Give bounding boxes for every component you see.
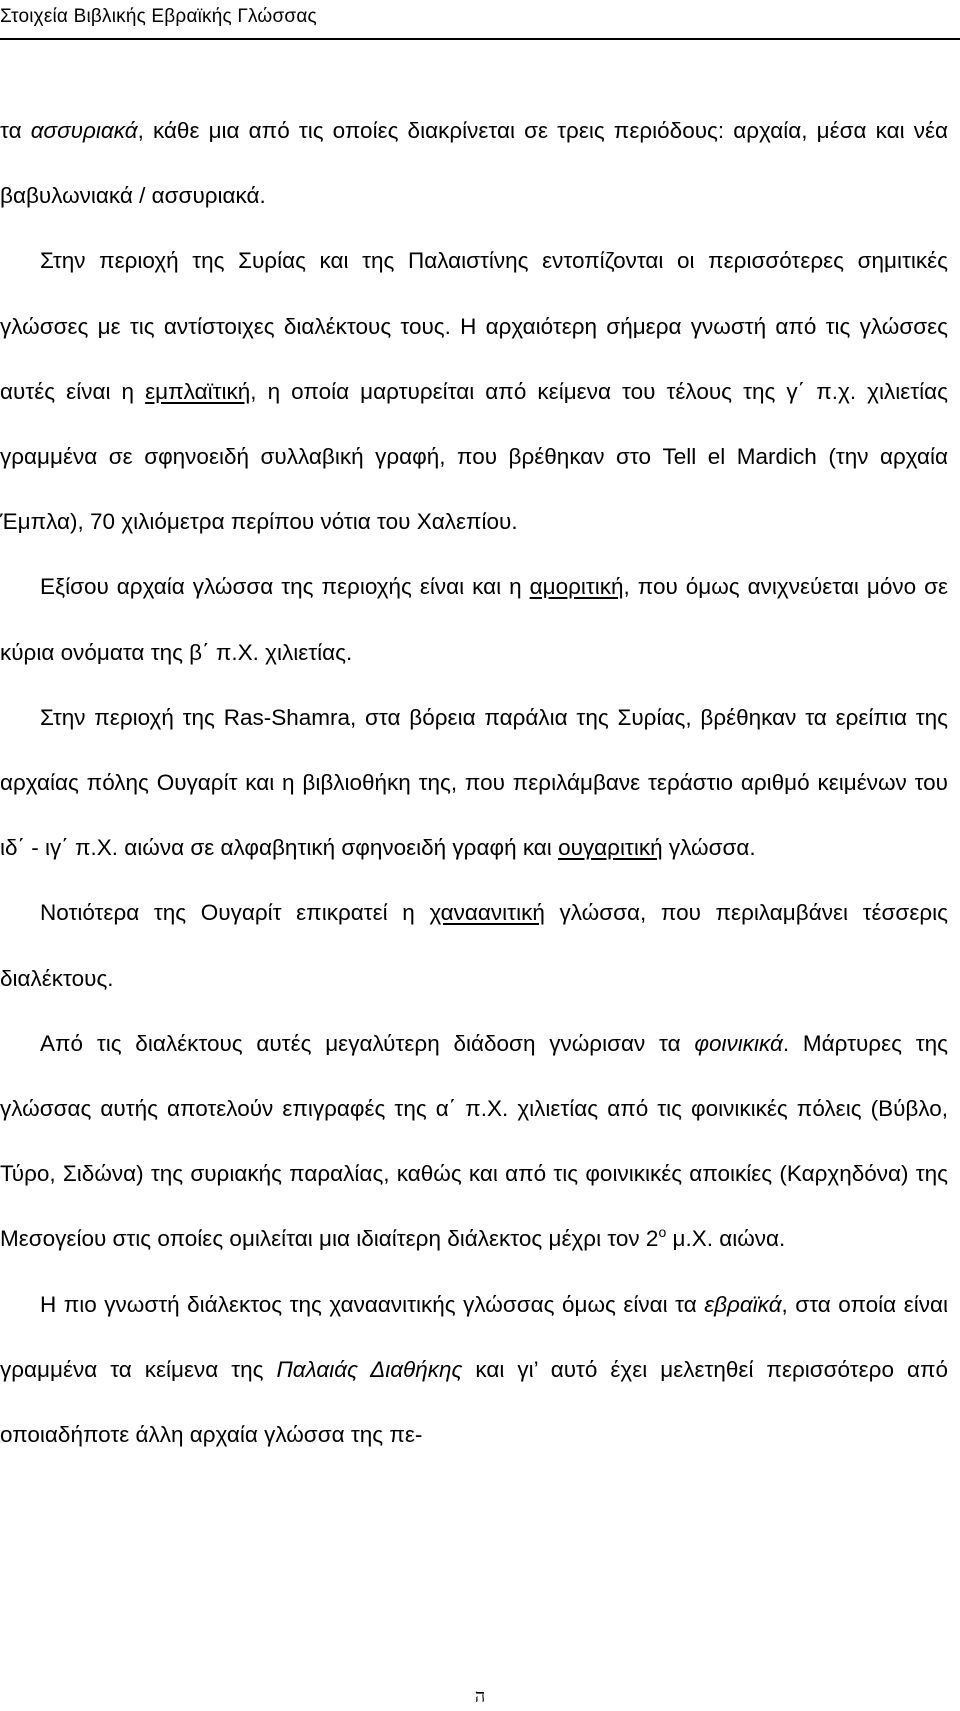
paragraph-p7	[0, 1272, 948, 1468]
text-run: , στα οποία είναι γραμμένα τα κείμενα της	[0, 1291, 948, 1382]
text-run: τα	[0, 118, 31, 143]
text-run: Στην περιοχή της Ras-Shamra, στα βόρεια παράλια της Συρίας, βρέθηκαν τα ερείπια της αρχαίας πόλης Ουγαρίτ και η βιβλιοθήκη της, που περιλάμβανε τεράστιο αριθμό κειμένων του ιδ΄ - ιγ΄ π.Χ. αιώνα σε αλφαβητική σφηνοειδή γραφή και	[0, 704, 948, 861]
underlined-term: εμπλαϊτική	[145, 378, 251, 404]
running-header: Στοιχεία Βιβλικής Εβραϊκής Γλώσσας	[0, 6, 317, 27]
header-rule	[0, 38, 960, 40]
italic-term: ασσυριακά	[30, 118, 138, 143]
paragraph-p6	[0, 1011, 948, 1272]
text-run: Στην περιοχή της Συρίας και της Παλαιστίνης εντοπίζονται οι περισσότερες σημιτικές γλώσσες με τις αντίστοιχες διαλέκτους τους. Η αρχαιότερη σήμερα γνωστή από τις γλώσσες αυτές είναι η	[0, 248, 948, 404]
text-run: μ.Χ. αιώνα.	[666, 1226, 786, 1252]
text-run: Νοτιότερα της Ουγαρίτ επικρατεί η	[40, 900, 430, 926]
page-number: ה	[474, 1686, 486, 1707]
underlined-term: ουγαριτική	[558, 835, 663, 861]
text-run: Εξίσου αρχαία γλώσσα της περιοχής είναι και η	[40, 574, 530, 600]
text-run: Η πιο γνωστή διάλεκτος της χαναανιτικής γλώσσας όμως είναι τα	[40, 1291, 705, 1317]
text-run: , η οποία μαρτυρείται από κείμενα του τέλους της γ΄ π.χ. χιλιετίας γραμμένα σε σφηνοειδή συλλαβική γραφή, που βρέθηκαν στο Tell el Mardich (την αρχαία Έμπλα), 70 χιλιόμετρα περίπου νότια του Χαλεπίου.	[0, 378, 948, 535]
superscript: ο	[658, 1224, 667, 1241]
underlined-term: χαναανιτική	[429, 900, 545, 926]
underlined-term: αμοριτική	[529, 574, 624, 600]
text-run: , κάθε μια από τις οποίες διακρίνεται σε τρεις περιόδους: αρχαία, μέσα και νέα βαβυλωνιακά / ασσυριακά.	[0, 118, 948, 209]
body-text	[0, 98, 948, 1467]
text-run: και γι’ αυτό έχει μελετηθεί περισσότερο από οποιαδήποτε άλλη αρχαία γλώσσα της πε-	[0, 1356, 948, 1448]
text-run: γλώσσα, που περιλαμβάνει τέσσερις διαλέκτους.	[0, 900, 948, 991]
text-run: Από τις διαλέκτους αυτές μεγαλύτερη διάδοση γνώρισαν τα	[40, 1030, 695, 1056]
text-run: . Μάρτυρες της γλώσσας αυτής αποτελούν επιγραφές της α΄ π.Χ. χιλιετίας από τις φοινικικές πόλεις (Βύβλο, Τύρο, Σιδώνα) της συριακής παραλίας, καθώς και από τις φοινικικές αποικίες (Καρχηδόνα) της Μεσογείου στις οποίες ομιλείται μια ιδιαίτερη διάλεκτος μέχρι τον 2	[0, 1030, 948, 1252]
paragraph-p5	[0, 880, 948, 1010]
italic-term: Παλαιάς Διαθήκης	[276, 1356, 463, 1382]
paragraph-p4	[0, 685, 948, 881]
text-run: , που όμως ανιχνεύεται μόνο σε κύρια ονόματα της β΄ π.Χ. χιλιετίας.	[0, 574, 948, 665]
paragraph-p2	[0, 228, 948, 554]
italic-term: εβραϊκά	[704, 1291, 782, 1317]
paragraph-p1	[0, 98, 948, 228]
text-run: γλώσσα.	[662, 835, 756, 861]
italic-term: φοινικικά	[694, 1030, 783, 1056]
paragraph-p3	[0, 554, 948, 684]
